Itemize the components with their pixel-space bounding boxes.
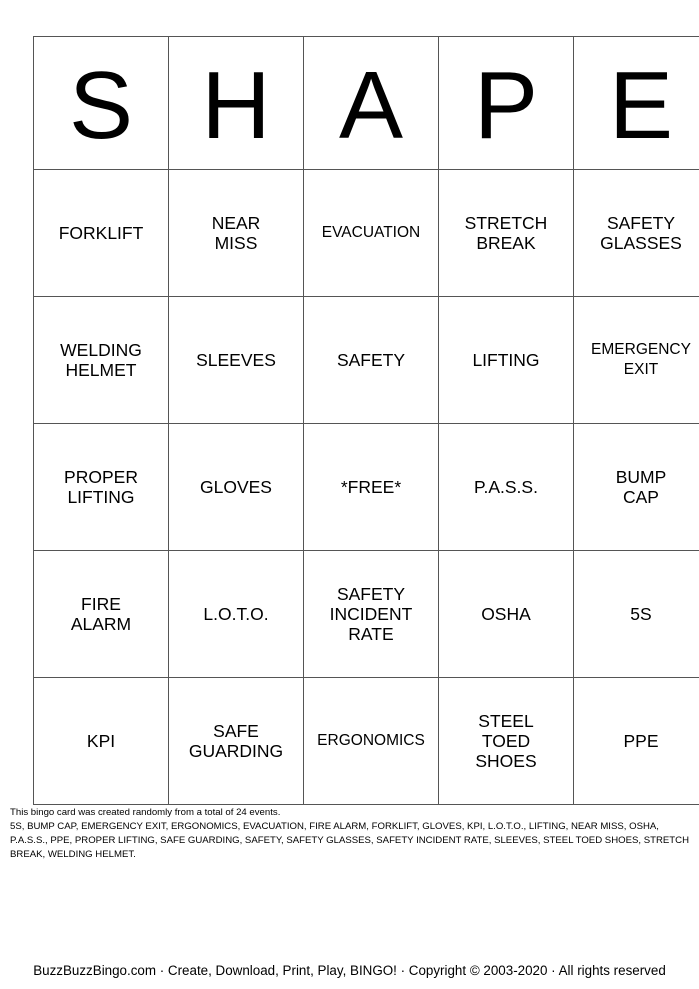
cell-label: SAFETY INCIDENT RATE bbox=[329, 584, 413, 644]
bingo-cell bbox=[574, 424, 699, 551]
free-space-cell bbox=[304, 424, 439, 551]
cell-label: STRETCH BREAK bbox=[464, 213, 548, 253]
bingo-cell bbox=[439, 297, 574, 424]
bingo-cell bbox=[574, 170, 699, 297]
bingo-cell bbox=[439, 424, 574, 551]
bingo-cell bbox=[34, 170, 169, 297]
bingo-cell bbox=[169, 170, 304, 297]
bingo-cell bbox=[304, 297, 439, 424]
bingo-cell bbox=[304, 551, 439, 678]
header-letter: E bbox=[574, 37, 699, 170]
cell-label: L.O.T.O. bbox=[203, 604, 269, 624]
header-letter: P bbox=[439, 37, 574, 170]
cell-label: OSHA bbox=[481, 604, 531, 624]
cell-label: STEEL TOED SHOES bbox=[475, 711, 537, 771]
cell-label: WELDING HELMET bbox=[60, 340, 142, 380]
bingo-cell bbox=[169, 678, 304, 805]
notes-event-list: 5S, BUMP CAP, EMERGENCY EXIT, ERGONOMICS, EVACUATION, FIRE ALARM, FORKLIFT, GLOVES, KPI, L.O.T.O., LIFTING, NEAR MISS, OSHA, P.A.S.S., PPE, PROPER LIFTING, SAFE GUARDING, SAFETY, SAFETY GLASSES, SAFETY INCIDENT RATE, SLEEVES, STEEL TOED SHOES, STRETCH BREAK, WELDING HELMET. bbox=[10, 821, 690, 860]
bingo-cell bbox=[304, 170, 439, 297]
bingo-cell bbox=[439, 170, 574, 297]
bingo-card bbox=[33, 36, 699, 805]
bingo-row bbox=[34, 170, 699, 297]
cell-label: PROPER LIFTING bbox=[64, 467, 138, 507]
bingo-row bbox=[34, 424, 699, 551]
cell-label: P.A.S.S. bbox=[474, 477, 538, 497]
bingo-cell bbox=[169, 297, 304, 424]
bingo-cell bbox=[34, 551, 169, 678]
cell-label: SAFETY bbox=[336, 350, 406, 370]
bingo-cell bbox=[169, 424, 304, 551]
bingo-cell bbox=[439, 551, 574, 678]
card-notes bbox=[10, 806, 690, 862]
bingo-cell bbox=[304, 678, 439, 805]
cell-label: GLOVES bbox=[200, 477, 272, 497]
cell-label: KPI bbox=[86, 731, 116, 751]
cell-label: 5S bbox=[630, 604, 652, 624]
notes-intro: This bingo card was created randomly from a total of 24 events. bbox=[10, 807, 281, 818]
cell-label: FIRE ALARM bbox=[70, 594, 132, 634]
cell-label: BUMP CAP bbox=[615, 467, 667, 507]
bingo-cell bbox=[574, 678, 699, 805]
cell-label: PPE bbox=[623, 731, 659, 751]
bingo-row bbox=[34, 678, 699, 805]
cell-label: *FREE* bbox=[340, 477, 402, 497]
bingo-cell bbox=[34, 297, 169, 424]
header-row bbox=[34, 37, 699, 170]
cell-label: SLEEVES bbox=[196, 350, 276, 370]
cell-label: EMERGENCY EXIT bbox=[591, 341, 691, 378]
bingo-cell bbox=[34, 678, 169, 805]
bingo-cell bbox=[439, 678, 574, 805]
bingo-cell bbox=[34, 424, 169, 551]
footer-copyright: BuzzBuzzBingo.com · Create, Download, Print, Play, BINGO! · Copyright © 2003-2020 · All rights reserved bbox=[33, 963, 666, 978]
bingo-row bbox=[34, 297, 699, 424]
header-letter: A bbox=[304, 37, 439, 170]
cell-label: LIFTING bbox=[472, 350, 540, 370]
cell-label: SAFETY GLASSES bbox=[600, 213, 682, 253]
bingo-row bbox=[34, 551, 699, 678]
header-letter: S bbox=[34, 37, 169, 170]
bingo-cell bbox=[169, 551, 304, 678]
cell-label: ERGONOMICS bbox=[317, 732, 425, 749]
cell-label: SAFE GUARDING bbox=[188, 721, 284, 761]
cell-label: NEAR MISS bbox=[211, 213, 261, 253]
header-letter: H bbox=[169, 37, 304, 170]
bingo-cell bbox=[574, 297, 699, 424]
bingo-cell bbox=[574, 551, 699, 678]
cell-label: EVACUATION bbox=[321, 224, 421, 241]
cell-label: FORKLIFT bbox=[58, 223, 144, 243]
